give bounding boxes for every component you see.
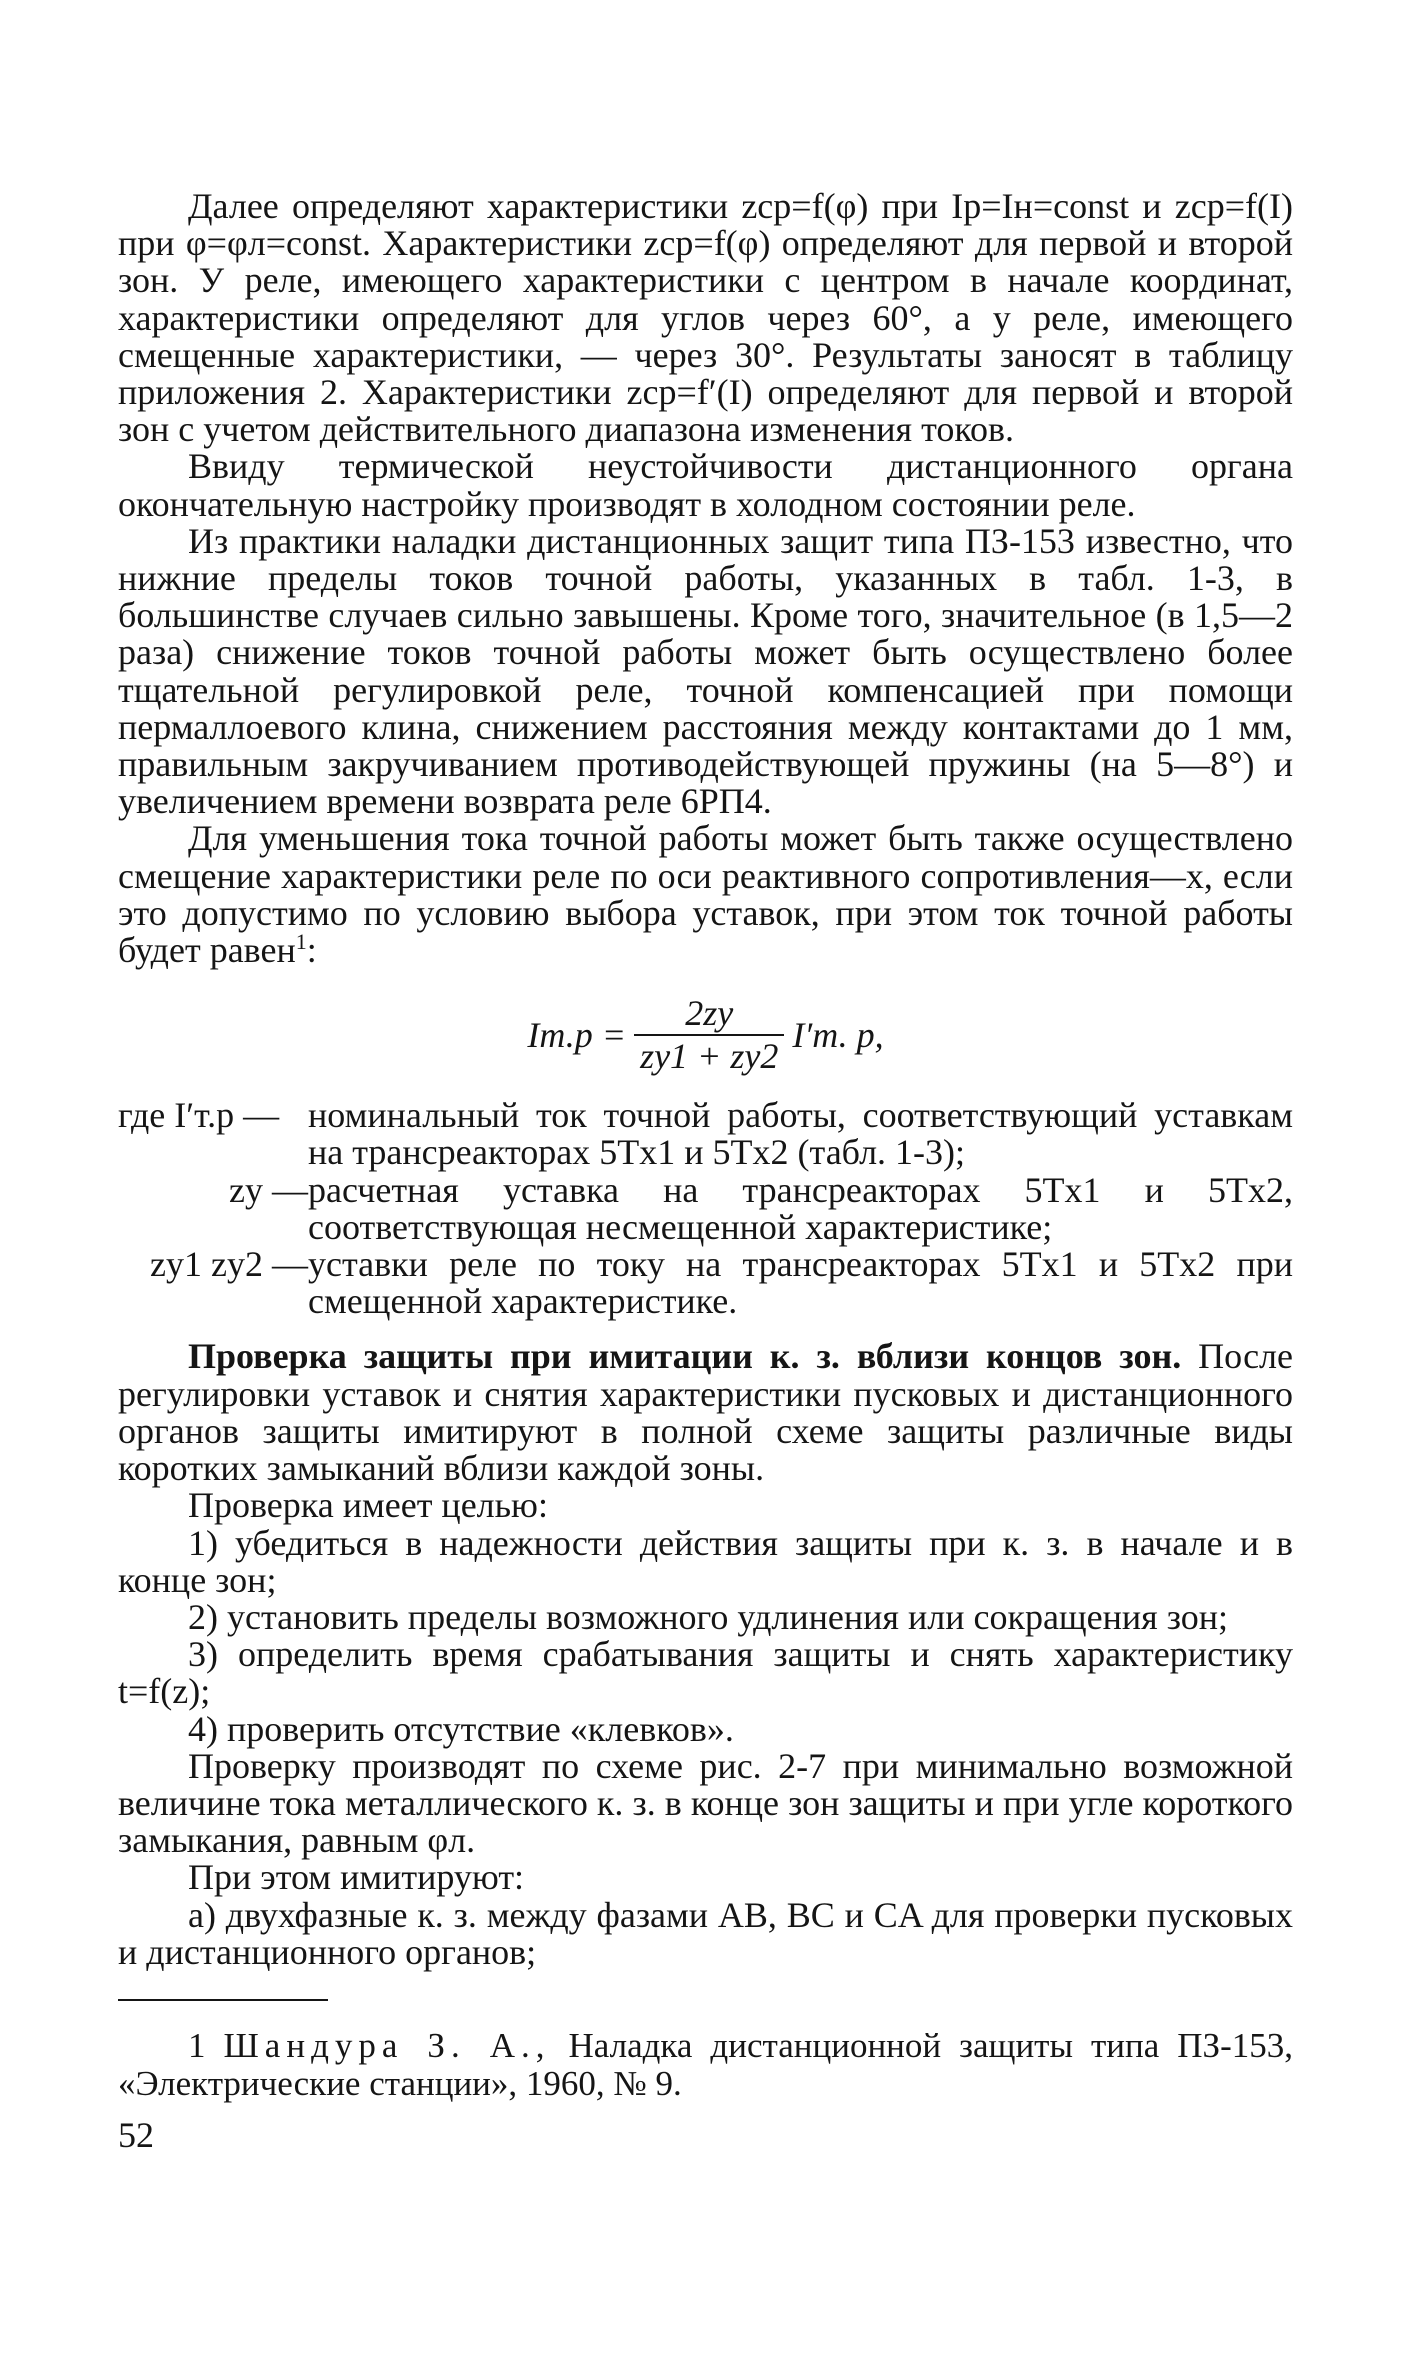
paragraph-method: Проверку производят по схеме рис. 2-7 при минимально возможной величине тока металлического к. з. в конце зон защиты и при угле короткого замыкания, равным φл. — [118, 1745, 1293, 1861]
list-item: 2) установить пределы возможного удлинения или сокращения зон; — [188, 1596, 1228, 1637]
formula-rhs: I′т. р, — [792, 1014, 884, 1055]
list-item-a: а) двухфазные к. з. между фазами AB, BC и CA для проверки пусковых и дистанционного органов; — [118, 1894, 1293, 1972]
footnote-ref: 1 — [295, 929, 307, 955]
footnote-author: Шандура З. А., — [223, 2025, 551, 2065]
definition-term: zу — — [229, 1169, 308, 1210]
formula-numerator: 2zу — [685, 993, 734, 1034]
paragraph-reduction-end: : — [306, 930, 317, 971]
definition-text: уставки реле по току на трансреакторах 5Tx1 и 5Tx2 при смещенной характеристике. — [308, 1244, 1293, 1322]
definition-row — [118, 1246, 1293, 1320]
page-number: 52 — [118, 2114, 154, 2155]
footnote-text: Наладка дистанционной защиты типа ПЗ-153, «Электрические станции», 1960, № 9. — [118, 2025, 1293, 2103]
definition-row — [118, 1169, 1293, 1247]
section-intro: После регулировки уставок и снятия характеристики пусковых и дистанционного органов защиты имитируют в полной схеме защиты различные виды коротких замыканий вблизи каждой зоны. — [118, 1336, 1293, 1489]
footnote — [118, 2027, 1293, 2103]
paragraph-thermal: Ввиду термической неустойчивости дистанционного органа окончательную настройку производят в холодном состоянии реле. — [118, 446, 1293, 524]
definition-text: номинальный ток точной работы, соответствующий уставкам на трансреакторах 5Tx1 и 5Tx2 (табл. 1-3); — [308, 1095, 1293, 1173]
paragraph-characteristics: Далее определяют характеристики zср=f(φ) при Iр=Iн=const и zср=f(I) при φ=φл=const. Характеристики zср=f(φ) определяют для первой и второй зон. У реле, имеющего характеристики с центром в начале координат, характеристики определяют для углов через 60°, а у реле, имеющего смещенные характеристики, — через 30°. Результаты заносят в таблицу приложения 2. Характеристики zср=f′(I) определяют для первой и второй зон с учетом действительного диапазона изменения токов. — [118, 186, 1293, 450]
formula-fraction — [634, 995, 784, 1075]
page-body — [118, 188, 1293, 2154]
definition-text: расчетная уставка на трансреакторах 5Tx1 и 5Tx2, соответствующая несмещенной характеристике; — [308, 1169, 1293, 1247]
list-item: 4) проверить отсутствие «клевков». — [188, 1708, 734, 1749]
formula-lhs: Iт.р = — [527, 1014, 627, 1055]
formula — [118, 985, 1293, 1085]
paragraph-reduction — [118, 820, 1293, 969]
definitions-list — [118, 1097, 1293, 1320]
goal-lead: Проверка имеет целью: — [188, 1485, 548, 1526]
list-item: 1) убедиться в надежности действия защиты при к. з. в начале и в конце зон; — [118, 1522, 1293, 1600]
list-item: 3) определить время срабатывания защиты и снять характеристику t=f(z); — [118, 1634, 1293, 1712]
section-paragraph — [118, 1338, 1293, 1487]
footnote-mark: 1 — [188, 2025, 206, 2065]
definition-term: где I′т.р — — [118, 1095, 280, 1136]
definition-term: zу1 zу2 — — [150, 1244, 308, 1285]
paragraph-practice: Из практики наладки дистанционных защит типа ПЗ-153 известно, что нижние пределы токов точной работы, указанных в табл. 1-3, в большинстве случаев сильно завышены. Кроме того, значительное (в 1,5—2 раза) снижение токов точной работы может быть осуществлено более тщательной регулировкой реле, точной компенсацией при помощи пермаллоевого клина, снижением расстояния между контактами до 1 мм, правильным закручиванием противодействующей пружины (на 5—8°) и увеличением времени возврата реле 6РП4. — [118, 520, 1293, 822]
imitate-lead: При этом имитируют: — [188, 1857, 525, 1898]
paragraph-reduction-text: Для уменьшения тока точной работы может быть также осуществлено смещение характеристики реле по оси реактивного сопротивления—x, если это допустимо по условию выбора уставок, при этом ток точной работы будет равен — [118, 818, 1293, 971]
section-heading: Проверка защиты при имитации к. з. вблизи концов зон. — [188, 1336, 1182, 1377]
footnote-divider — [118, 1999, 328, 2001]
formula-denominator: zу1 + zу2 — [634, 1034, 784, 1075]
definition-row — [118, 1097, 1293, 1171]
